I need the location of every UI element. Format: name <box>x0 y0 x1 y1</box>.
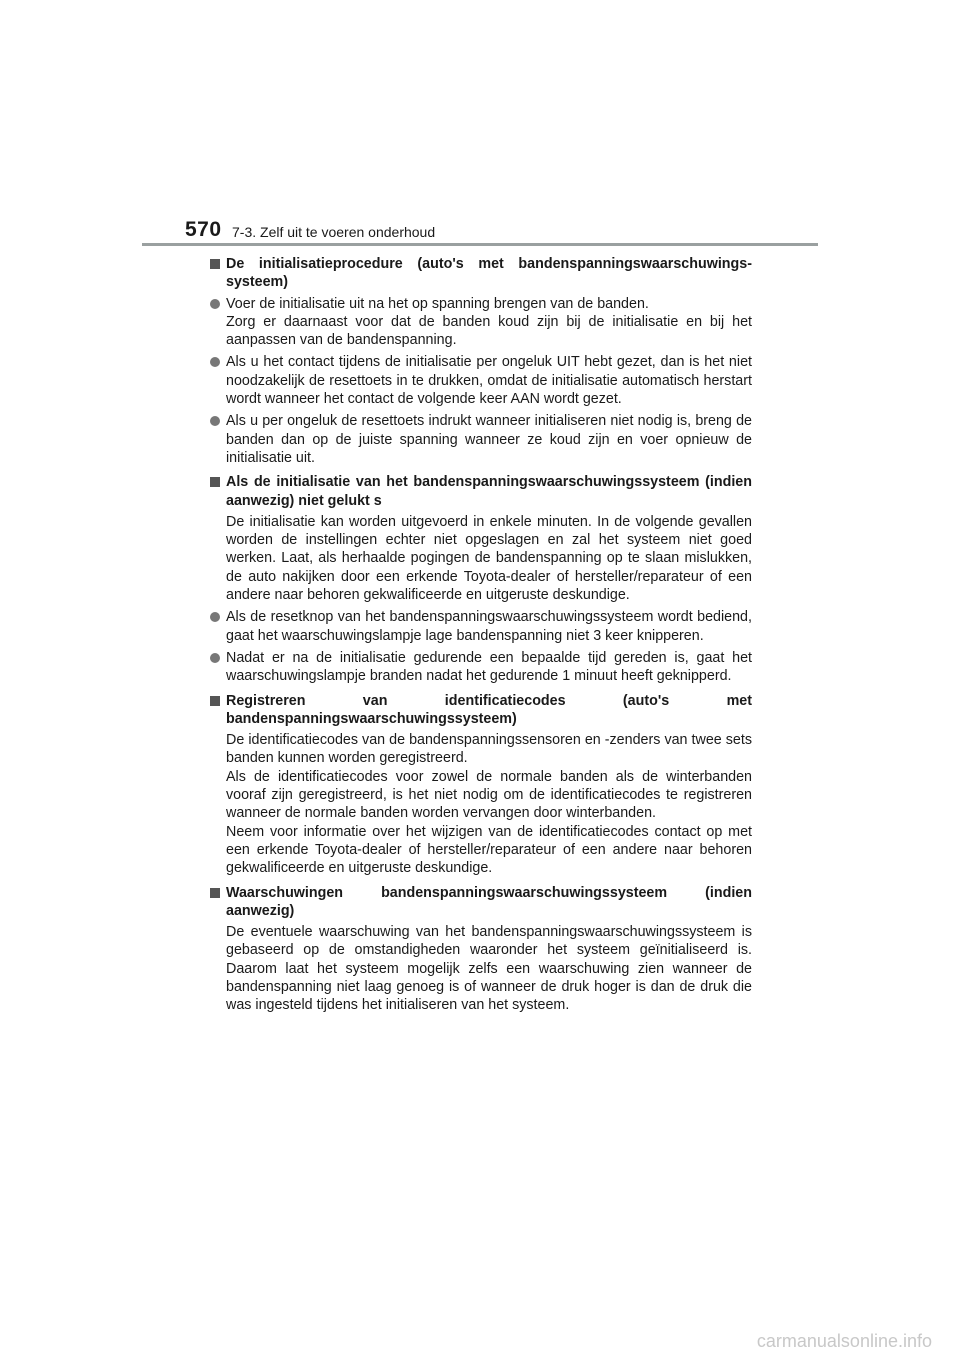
bullet-text: Voer de initialisatie uit na het op spanning brengen van de banden. <box>226 295 649 312</box>
paragraph: Als de identificatiecodes voor zowel de normale banden als de winterbanden vooraf zijn geregistreerd, is het niet nodig om de identificatiecodes te registreren wanneer de normale banden worden vervangen door winterbanden. <box>226 768 752 822</box>
list-item <box>210 608 752 645</box>
round-bullet-icon <box>210 649 226 686</box>
round-bullet-icon <box>210 353 226 408</box>
section-heading: Als de initialisatie van het bandenspanningswaarschuwingssysteem (indien aanwezig) niet gelukt s <box>226 474 752 509</box>
paragraph: De identificatiecodes van de bandenspanningssensoren en -zenders van twee sets banden kunnen worden geregistreerd. <box>226 732 752 767</box>
page-content <box>210 255 752 1021</box>
section-heading: Registreren van identificatiecodes (auto's met bandenspanningswaarschuwingssysteem) <box>226 692 752 727</box>
square-bullet-icon <box>210 692 226 729</box>
section-initialisation-failed <box>210 473 752 685</box>
page-number: 570 <box>185 218 222 241</box>
section-heading: Waarschuwingen bandenspanningswaarschuwingssysteem (indien aanwezig) <box>226 884 752 919</box>
section-registering-id-codes <box>210 692 752 878</box>
list-item <box>210 412 752 467</box>
header-rule <box>142 243 818 246</box>
bullet-text: Als de resetknop van het bandenspanningswaarschuwingssysteem wordt bediend, gaat het waarschuwingslampje lage bandenspanning niet 3 keer knipperen. <box>226 609 752 644</box>
section-warnings <box>210 884 752 1015</box>
bullet-text: Als u per ongeluk de resettoets indrukt wanneer initialiseren niet nodig is, breng de banden dan op de juiste spanning wanneer ze koud zijn en voer opnieuw de initialisatie uit. <box>226 413 752 466</box>
square-bullet-icon <box>210 473 226 510</box>
section-title: 7-3. Zelf uit te voeren onderhoud <box>232 224 436 240</box>
watermark: carmanualsonline.info <box>756 1331 932 1351</box>
round-bullet-icon <box>210 412 226 467</box>
round-bullet-icon <box>210 295 226 350</box>
round-bullet-icon <box>210 608 226 645</box>
paragraph: De initialisatie kan worden uitgevoerd in enkele minuten. In de volgende gevallen worden de instellingen echter niet opgeslagen en zal het systeem niet goed werken. Laat, als herhaalde pogingen de bandenspanning op te slaan mislukken, de auto nakijken door een erkende Toyota-dealer of hersteller/reparateur of een andere naar behoren gekwalificeerde en uitgeruste deskundige. <box>226 513 752 604</box>
bullet-text: Als u het contact tijdens de initialisatie per ongeluk UIT hebt gezet, dan is het niet noodzakelijk de resettoets in te drukken, omdat de initialisatie automatisch herstart wordt wanneer het contact de volgende keer AAN wordt gezet. <box>226 354 752 408</box>
list-item <box>210 353 752 408</box>
bullet-text: Nadat er na de initialisatie gedurende een bepaalde tijd gereden is, gaat het waarschuwingslampje branden nadat het gedurende 1 minuut heeft geknipperd. <box>226 649 752 685</box>
section-initialisation-procedure <box>210 255 752 467</box>
paragraph: De eventuele waarschuwing van het bandenspanningswaarschuwingssysteem is gebaseerd op de omstandigheden waaronder het systeem geïnitialiseerd is. Daarom laat het systeem mogelijk zelfs een waarschuwing zien wanneer de bandenspanning niet laag genoeg is of wanneer de druk hoger is dan de druk die was ingesteld tijdens het initialiseren van het systeem. <box>226 924 752 1014</box>
paragraph: Neem voor informatie over het wijzigen van de identificatiecodes contact op met een erkende Toyota-dealer of hersteller/reparateur of een andere naar behoren gekwalificeerde en uitgeruste deskundige. <box>226 823 752 877</box>
square-bullet-icon <box>210 255 226 292</box>
list-item <box>210 295 752 350</box>
list-item <box>210 649 752 686</box>
bullet-text: Zorg er daarnaast voor dat de banden koud zijn bij de initialisatie en bij het aanpassen van de bandenspanning. <box>226 313 752 349</box>
section-heading: De initialisatieprocedure (auto's met bandenspanningswaarschuwings-systeem) <box>226 256 752 291</box>
square-bullet-icon <box>210 884 226 921</box>
